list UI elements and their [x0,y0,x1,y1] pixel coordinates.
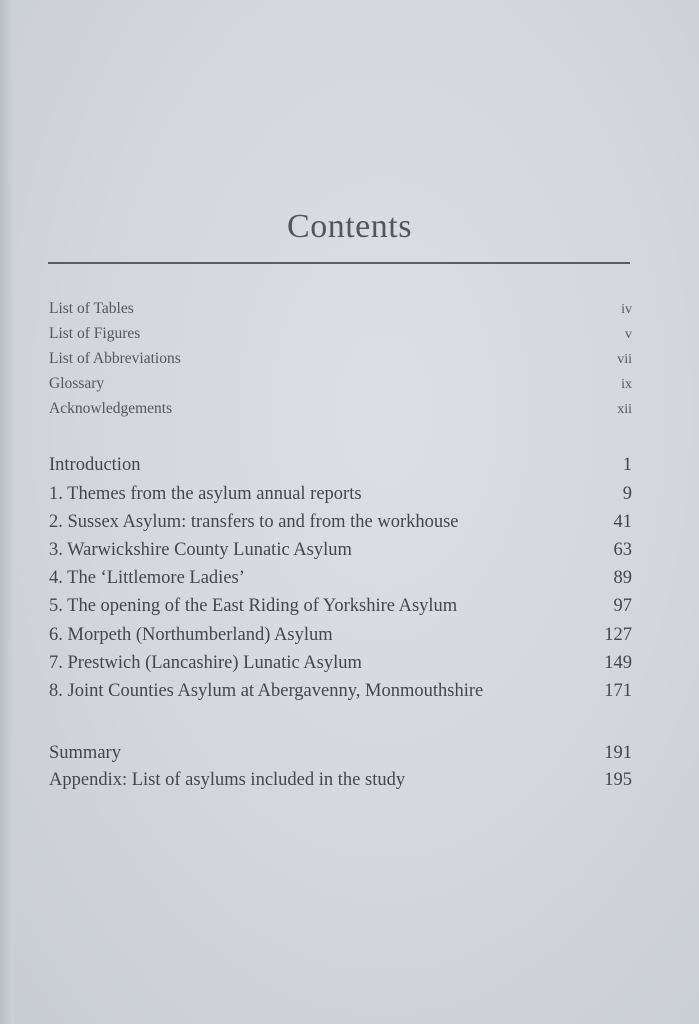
toc-entry-label: 7. Prestwich (Lancashire) Lunatic Asylum [49,653,362,673]
toc-entry-chapter-1 [49,484,632,505]
toc-entry-page: vii [617,352,632,367]
toc-entry-page: iv [621,302,632,317]
toc-entry-appendix [49,770,632,791]
toc-entry-chapter-6 [49,625,632,646]
toc-entry-list-of-tables [49,300,632,318]
toc-entry-acknowledgements [49,400,632,418]
title-rule [48,262,630,264]
toc-entry-label: 6. Morpeth (Northumberland) Asylum [49,625,333,645]
toc-entry-page: 1 [622,455,632,475]
toc-entry-label: Introduction [49,455,141,475]
toc-entry-introduction [49,455,632,476]
toc-entry-label: Acknowledgements [49,400,173,417]
toc-entry-label: 8. Joint Counties Asylum at Abergavenny, Monmouthshire [49,681,484,701]
toc-entry-glossary [49,375,632,393]
toc-entry-page: 127 [604,625,632,645]
toc-entry-page: 191 [604,743,632,763]
toc-entry-page: 41 [613,512,632,532]
toc-entry-label: 2. Sussex Asylum: transfers to and from the workhouse [49,512,459,532]
toc-entry-page: 171 [604,681,632,701]
toc-entry-page: ix [621,377,632,392]
toc-entry-label: List of Figures [49,325,141,342]
toc-entry-summary [49,743,632,764]
toc-entry-list-of-figures [49,325,632,343]
toc-entry-label: List of Abbreviations [49,350,181,367]
toc-entry-label: 5. The opening of the East Riding of Yorkshire Asylum [49,596,458,616]
page-title: Contents [287,208,412,245]
toc-entry-label: 3. Warwickshire County Lunatic Asylum [49,540,352,560]
toc-entry-page: v [625,327,632,342]
toc-entry-chapter-5 [49,596,632,617]
toc-entry-page: 9 [622,484,632,504]
toc-entry-page: 195 [604,770,632,790]
toc-entry-list-of-abbreviations [49,350,632,368]
toc-entry-chapter-2 [49,512,632,533]
page-edge [0,0,14,1024]
toc-entry-chapter-7 [49,653,632,674]
toc-entry-label: 4. The ‘Littlemore Ladies’ [49,568,245,588]
toc-entry-page: 97 [613,596,632,616]
toc-entry-label: Appendix: List of asylums included in the study [49,770,406,790]
toc-entry-chapter-3 [49,540,632,561]
toc-entry-page: 149 [604,653,632,673]
toc-entry-label: Glossary [49,375,105,392]
toc-entry-page: 63 [613,540,632,560]
toc-entry-chapter-4 [49,568,632,589]
toc-entry-label: Summary [49,743,121,763]
toc-entry-label: 1. Themes from the asylum annual reports [49,484,362,504]
toc-entry-chapter-8 [49,681,632,702]
toc-entry-label: List of Tables [49,300,134,317]
toc-entry-page: 89 [613,568,632,588]
toc-entry-page: xii [617,402,632,417]
